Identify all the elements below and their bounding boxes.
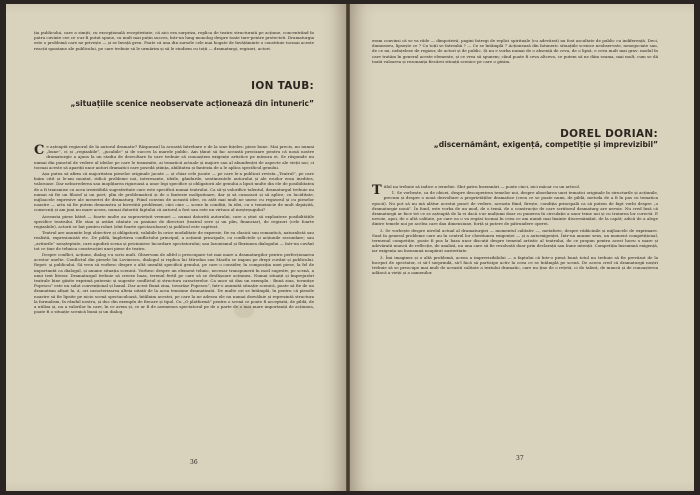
right-intro-paragraph: eram convinsi că se va râde — dimpotrivă, pagini întregi de replici spirituale (cu adevărat) nu fost ascultate de public cu indiferență. Deci, dumnezeu, lipsește ce ? Cu toții se întreabă ? — Ce se întâmplă ? Acționează din întuneric situațiile scenice neobservate, nenegociate sau, de ce nu, neînțelese de regizor, de actori și de public. Și nu e vorba numai de o absență de ceva, de o lipsă, e ceva mult mai grav: modul în care tratăm în general aceste elemente, și ce vrea să spunem; când poate fi ceva altceva, ce putem să ne dăm seama, mai mult, cum se dă toată valoarea și rezonanța fiecărei situații scenice pe care o găsim. [372, 38, 658, 64]
author-name: ION TAUB: [251, 80, 314, 92]
left-intro-column [34, 30, 314, 52]
body-paragraph: 1. Se vorbește, ca de obicei, despre descoperirea temelor noi, despre abordarea unei tematici originale în structurile și acțiunile, precum și despre o nouă dezvoltare a proprietăților dramatice (ceea ce se poate numi, de pildă, metoda de a fi în pas cu tematica epocii). Nu pot să nu mă alătur acestui punct de vedere, aceasta fiind, firește, condiția principală ca să putem de fapt vorbi despre „o dramaturgie nouă”. În fond, este vorba de un mod, de o temă, de o construcție de care scriitorul dramaturg are nevoie. Nu cred însă că dramaturgii ar face tot ce se așteaptă de la ei dacă s-ar mulțumi doar cu punerea în circulație a unor teme noi și cu tratarea lor corectă. E nevoie, apoi, de o altă calitate, pe care ea o va regăsi tocmai în ceea ce am numit mai înainte discernământ, de la capăt; adică de a alege dintre temele noi pe acelea care dau dimensiune, forță și putere de pătrundere operei. [372, 190, 658, 227]
body-paragraph: Despre conflict, acțiune, dialog s-a scris mult. Observam de altfel o preocupare tot mai mare a dramaturgilor pentru perfecționarea acestor unelte. Conflictul din piesele lui Lovinescu, dialogul și replica lui Mirodan sau Mazilu se impun pe drept cuvânt și publicului. Repet: și publicului. Să vrea să vorbesc despre o altă unealtă specifică genului, pe care o consider, în compoziția unei piese, la fel de importantă ca dialogul, și anume situația scenică. Vorbesc despre un element tehnic, necesar transpunerii în mod sugestiv, pe scenă, a unui text literar. Dramaturgul trebuie să creeze baza, terenul fertil pe care să se desfășoare acțiunea. Numai situații și împrejurări teatrale bine găsite exprimă puternic și sugestiv conflictul și structura caracterelor. Ca unce să dau un exemplu : Bună ziua, tovarășe Popescu” este un salut convențional și banal. Dar acest Bună ziua, tovarășe Popescu”, într-o anumită situație scenică, poate să fie de un dramatism afișat la, ă, ori caracterizarea alteia uitată de la acea tensiune dramatizată. De multe ori se întâmplă, în pentru că piesele noastre să fie lipsite pe nicio scenă spectaculoasă, întâlnim acestei, pe care la ne adesea ele nu numai dezvăluie și reprezintă structura la formalism, în rândul nostru, și duc din exemplu de fiecare și tipul. Cu „O platformă” pentru o scenă ce poate fi acceptată, de pildă, de a utiliza și, nu a valorilor în care, în ce avem și, ce ar fi de asemenea spectatorul pe de o parte de o mai mare importanță de acțiunea, poate fi o situație scenică bună și un dialog. [34, 252, 314, 315]
book-spread [6, 4, 694, 491]
left-intro-paragraph: ția publicului, care a simțit, cu excepțională receptivitate, că aici era surpriza, replica de teatru structurată pe acțiune, concentrând în patru cuvinte cee ce s-ar fi putut spune, cu mult mai puțin succes, într-un lung monolog despre toate tare-pentre protecteti. Dramaturgia este o problemă care ne privește — și se învață greu. Poate că una din sursele cele mai bogate de învățăminte o constituie tocmai aceste reacții spontane ale publicului, pe care trebuie să le urmărim și să le studiem cu toții — dramaturgi, regizori, actori. [34, 30, 314, 51]
article-headline: „situațiile scenice neobservate acționează din întuneric” [70, 99, 314, 109]
body-paragraph: Ce așteaptă regizorul de la autorul dramatic? Răspunsul la această întrebare e de la sine înțeles: piese bune. Mai precis, nu numai „bune”, ci și „regizabile”, „jucabile” și de succes la marele public. Am țânut să fac această precizare pentru că nouă nostre dramaturgie a ajuns la un stadiu de dezvoltare în care trebuie să cunoaștem exigențe artistice pe măsura ei. Se răspunde nu numai din punctul de vedere al ideilor pe care le transmite, ai tematicii actuale și majore sau al abundenței de aspecte ale vieții noi; ci tocmai aceste să apariții unor autori dramatici care posedă știința, abilitatea și fantezia de a le aplica specificul genului. [34, 143, 314, 170]
body-paragraph: 3. Îmi imaginez și o altă problemă, aceea a imprevizibilului — a faptului că într-o piesă bună totul nu trebuie să fie prevăzut de la început de spectator, ci să-l surprindă, să-l facă să participe activ la ceea ce se întâmplă pe scenă. De aceea cred că dramaturgii noștri trebuie să se preocupe mai mult de această calitate a textului dramatic, care nu ține de o rețetă, ci de talent, de muncă și de cunoașterea adâncă a vieții și a oamenilor. [372, 254, 658, 276]
drop-cap: C [34, 143, 45, 158]
body-paragraph: Așa putea să afirm că majoritatea pieselor originale jucate — și chiar cele jucate — pe care le-a publicat revista „Teatrul”, pe care înăm citit și le-am montat, ridică probleme noi, interesante, ideile, gândurile, sentimentele autorului și ale eroilor erau inedites, valoroase. Dar neîncrederea sau inoplițarea riguroasă a unor legi specifice și obligatorii ale genului a lipsit multe din ele de posibilitatea de a fi transmise cu acea irezistibilă sugestivitate care este specifică numai teatrului. Ca să-și valorifice talentul, dramaturgul trebuie nu numai să fie un filozof și un poet, plin de problematică și de o fantezie molipsitoare, dar și să cunoască și să aplice, cu luciditate, mijloacele expresive ale meseriei de dramaturg. Fiind convins de această idee, cu atât mai mult ne unesc cu regizorul și cu pieselor noastre — arta să fie putem demonstra și învestită problemei, căci cine — scene în condiții, în idei, cu o temeinicie de mult depășită, consecnți și am juni nu mare aceea, numai datorită faptului că autorul a fost sau este un virtuoz al meșteșugului? [34, 171, 314, 213]
author-name: DOREL DORIAN: [560, 128, 658, 140]
right-article-body [372, 184, 658, 276]
body-paragraph: 2. Se vorbește despre nivelul actual al dramaturgiei — momentul calitativ —, metaforic, despre rădăcinile și mijloacele de exprimare. Sunt în general probleme care au în centrul lor chestiunea exigenței — și a autoexigenței. Într-un anume sens, un moment competițional, termenul competiție, poate fi pus la baza unor discuții despre temeiul artistic al teatrului, de ce propun pentru acest lucru o mare și adevărată muncă de reflecție, de analiză, nu una care să fie rezolvată doar prin declarații sau bune intenții. Competiția înseamnă exigență, iar exigența nu înseamnă neapărat austeritate. [372, 227, 658, 254]
ion-taub-heading [34, 80, 314, 109]
right-page [350, 4, 694, 491]
right-intro-column [372, 38, 658, 65]
page-number-right: 37 [516, 455, 524, 462]
left-article-body [34, 144, 314, 316]
dorel-dorian-heading [372, 128, 658, 150]
page-number-left: 36 [190, 459, 198, 466]
body-paragraph: Aceeasta pieze bătrâ — foarte multe au supraviețuit vremuri — numai datorită autorului, care a știut să exploateze posibilitățile specifice teatrului. Ele stau și astăzi cântate cu pasiune de directori (teatrul sere și un plin, financiar), de regizori (cele foarte regizabile), actorii se bat pentru roluri (sînt foarte spectaculoase) și publicul este captivat. [34, 213, 314, 230]
body-paragraph: Teatrul are anumite legi obiective și obligatorii, valabile în orice modalitate de expresie, fie ea clasică sau romantică, naturalistă sau realistă, expresionistă etc. De pildă, împletirea conflictului principal, a acțiunii principale, cu conflictele și acțiunile secundare; sau „aviturile” neașteptate, care agudiră scena și pricinuiesc încordare spectatorului; sau lozonismul și flexiunea dialogului — într-un cuvânt tot ce ține de tehnica construcției unei piese de teatru. [34, 230, 314, 251]
body-paragraph: Titlul nu trebuie să indice o ierarhie. Sînt patru însemnări — poate cinci, nici măcar cu un articol. [372, 183, 581, 198]
drop-cap: T [372, 183, 382, 198]
left-page [6, 4, 346, 491]
article-headline: „discernământ, exigență, competiție și imprevizibil” [433, 140, 658, 150]
